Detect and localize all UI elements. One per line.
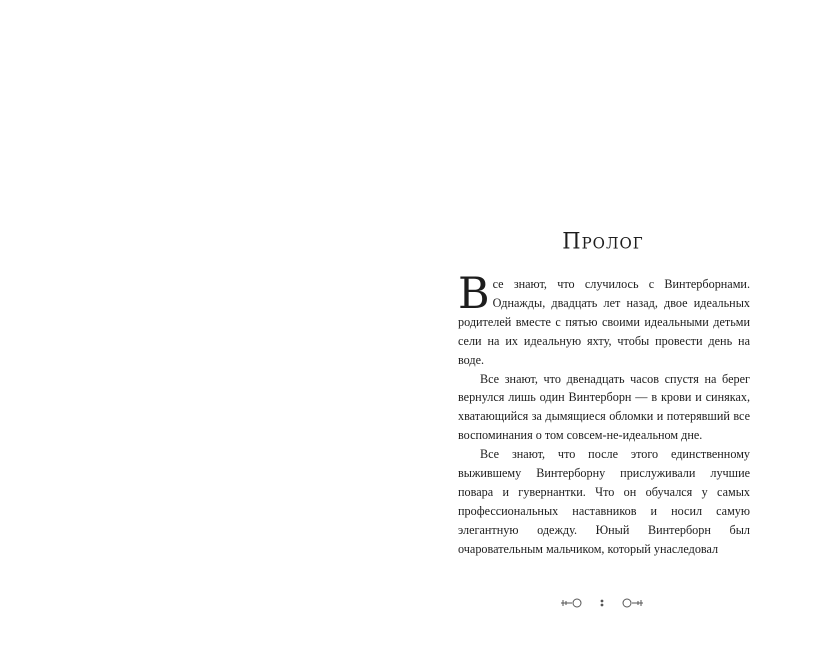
chapter-title: Пролог [562,228,644,254]
right-page [410,0,820,661]
paragraph-2: Все знают, что двенадцать часов спустя на берег вернулся лишь один Винтерборн — в крови и синяках, хватающийся за дымящиеся обломки и потерявший все воспоминания о том совсем-не-идеальном дне. [458,371,750,443]
divider-ornament-icon [560,596,644,610]
paragraph-1 [458,269,750,370]
paragraph-3: Все знают, что после этого единственному выжившему Винтерборну прислуживали лучшие повара и гувернантки. Что он обучался у самых профессиональных наставников и носил самую элегантную одежду. Юный Винтерборн был очаровательным мальчиком, который унаследовал [458,447,750,556]
drop-cap: В [458,269,490,319]
paragraph-1-text: се знают, что случилось с Винтерборнами. Однажды, двадцать лет назад, двое идеальных родителей вместе с пятью своими идеальными детьми сели на их идеальную яхту, чтобы провести день на воде. [458,277,750,367]
chapter-text [458,269,750,559]
